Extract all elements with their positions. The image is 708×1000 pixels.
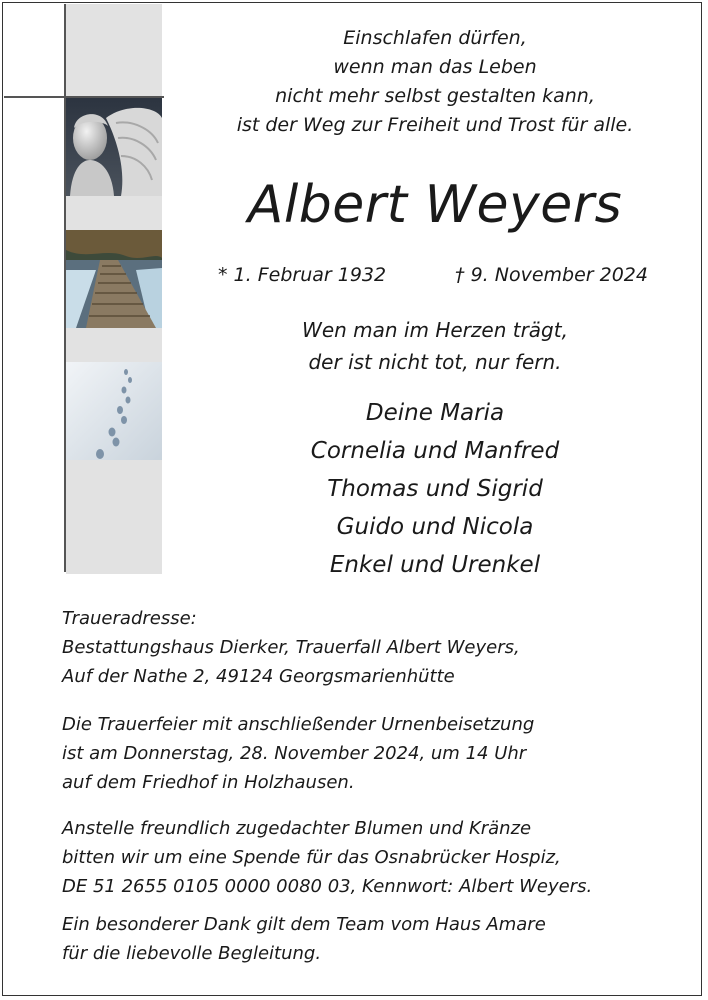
- mourner-entry: Guido und Nicola: [336, 514, 534, 540]
- memorial-quote: [170, 314, 700, 378]
- poem-line: Einschlafen dürfen,: [343, 27, 527, 49]
- address-line: Bestattungshaus Dierker, Trauerfall Albert Weyers,: [62, 637, 520, 658]
- thanks-line: für die liebevolle Begleitung.: [62, 943, 322, 964]
- angel-statue-photo: [66, 98, 162, 196]
- poem-line: ist der Weg zur Freiheit und Trost für alle.: [236, 114, 634, 136]
- birth-date: * 1. Februar 1932: [218, 264, 387, 286]
- ceremony-info: [62, 710, 692, 797]
- death-date: † 9. November 2024: [455, 264, 648, 286]
- mourner-entry: Enkel und Urenkel: [329, 552, 541, 578]
- poem-line: nicht mehr selbst gestalten kann,: [275, 85, 595, 107]
- address-line: Traueradresse:: [62, 608, 197, 629]
- poem-line: wenn man das Leben: [333, 56, 537, 78]
- mourner-entry: Thomas und Sigrid: [327, 476, 543, 502]
- donation-line: Anstelle freundlich zugedachter Blumen und Kränze: [62, 818, 532, 839]
- quote-line: Wen man im Herzen trägt,: [302, 318, 568, 342]
- donation-line: bitten wir um eine Spende für das Osnabrücker Hospiz,: [62, 847, 561, 868]
- mourner-entry: Deine Maria: [365, 400, 505, 426]
- mourner-entry: Cornelia und Manfred: [310, 438, 560, 464]
- life-dates: [218, 262, 648, 288]
- deceased-name: Albert Weyers: [247, 175, 623, 235]
- opening-poem: [170, 24, 700, 140]
- quote-line: der ist nicht tot, nur fern.: [308, 350, 562, 374]
- mourners-list: [170, 394, 700, 584]
- thanks-note: [62, 910, 692, 968]
- mourning-address: [62, 604, 692, 691]
- donation-line: DE 51 2655 0105 0000 0080 03, Kennwort: Albert Weyers.: [62, 876, 593, 897]
- ceremony-line: Die Trauerfeier mit anschließender Urnenbeisetzung: [62, 714, 535, 735]
- address-line: Auf der Nathe 2, 49124 Georgsmarienhütte: [62, 666, 455, 687]
- ceremony-line: ist am Donnerstag, 28. November 2024, um 14 Uhr: [62, 743, 527, 764]
- donation-request: [62, 814, 692, 901]
- footprints-in-snow-photo: [66, 362, 162, 460]
- ceremony-line: auf dem Friedhof in Holzhausen.: [62, 772, 355, 793]
- thanks-line: Ein besonderer Dank gilt dem Team vom Haus Amare: [62, 914, 546, 935]
- wooden-boardwalk-photo: [66, 230, 162, 328]
